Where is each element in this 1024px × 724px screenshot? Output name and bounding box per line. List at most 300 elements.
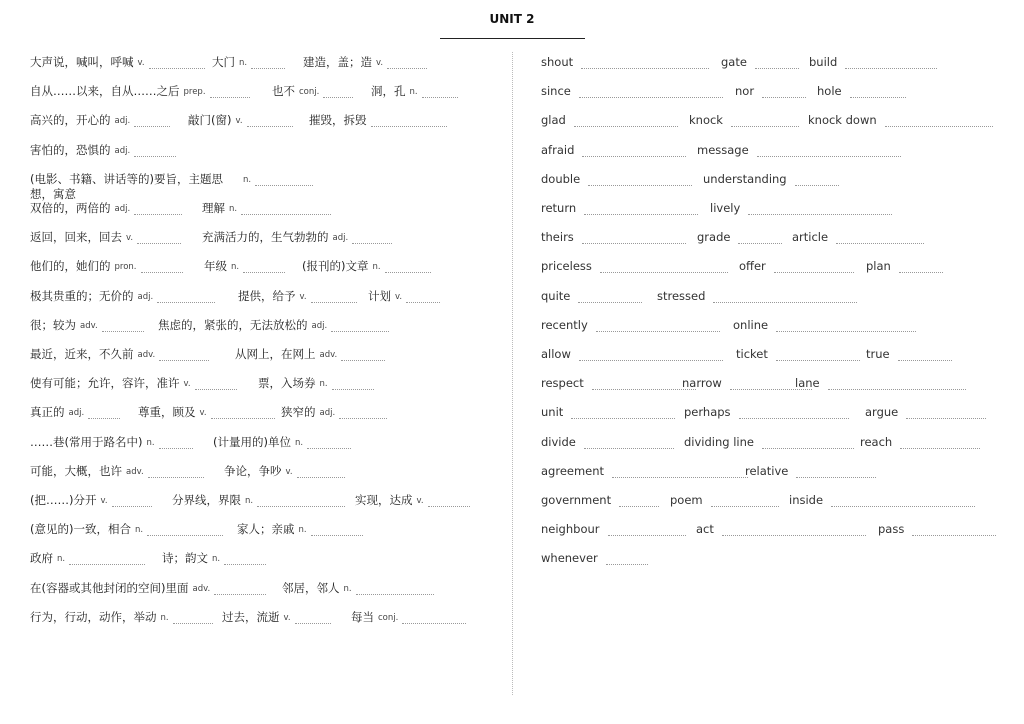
english-word: neighbour (541, 522, 600, 537)
vocab-entry-en (541, 347, 723, 361)
answer-blank[interactable] (776, 321, 916, 332)
answer-blank[interactable] (295, 613, 331, 624)
part-of-speech-label: adj. (114, 204, 131, 214)
vocab-entry-en (703, 172, 839, 186)
english-word: allow (541, 347, 571, 361)
chinese-meaning: 大声说，喊叫，呼喊 (30, 55, 134, 69)
english-word: poem (670, 493, 703, 507)
vocab-entry-en (541, 55, 709, 69)
answer-blank[interactable] (428, 496, 470, 507)
answer-blank[interactable] (297, 467, 345, 478)
vocab-entry-cn (30, 201, 182, 215)
answer-blank[interactable] (900, 438, 980, 449)
answer-blank[interactable] (134, 146, 176, 157)
answer-blank[interactable] (755, 58, 799, 69)
english-word: inside (789, 493, 824, 507)
english-word: nor (735, 84, 755, 99)
english-word: quite (541, 288, 571, 303)
vocab-entry-cn (224, 464, 345, 478)
answer-blank[interactable] (69, 554, 145, 565)
chinese-meaning: 也不 (272, 84, 295, 99)
answer-blank[interactable] (211, 408, 275, 419)
answer-blank[interactable] (247, 116, 293, 127)
chinese-meaning: 敲门(窗) (188, 113, 232, 128)
answer-blank[interactable] (173, 613, 213, 624)
english-word: understanding (703, 171, 787, 186)
vocab-entry-en (684, 435, 854, 449)
answer-blank[interactable] (906, 408, 986, 419)
answer-blank[interactable] (112, 496, 152, 507)
vocab-entry-en (541, 376, 696, 390)
part-of-speech-label: adv. (137, 350, 156, 360)
part-of-speech-label: adj. (68, 408, 85, 419)
chinese-meaning: 返回，回来，回去 (30, 230, 122, 245)
english-word: ticket (736, 347, 768, 361)
answer-blank[interactable] (149, 58, 205, 69)
answer-blank[interactable] (257, 496, 345, 507)
vocab-entry-en (735, 84, 806, 98)
answer-blank[interactable] (147, 525, 223, 536)
answer-blank[interactable] (422, 87, 458, 98)
answer-blank[interactable] (251, 58, 285, 69)
answer-blank[interactable] (579, 87, 723, 98)
chinese-meaning: 双倍的，两倍的 (30, 201, 111, 215)
answer-blank[interactable] (619, 496, 659, 507)
part-of-speech-label: n. (242, 174, 252, 185)
chinese-meaning: 使有可能；允许，容许，准许 (30, 376, 180, 391)
part-of-speech-label: adj. (319, 408, 336, 419)
answer-blank[interactable] (739, 408, 849, 419)
chinese-meaning: 高兴的，开心的 (30, 113, 111, 128)
chinese-meaning: 害怕的，恐惧的 (30, 142, 111, 157)
answer-blank[interactable] (722, 525, 866, 536)
vocab-entry-cn (235, 347, 385, 361)
vocab-entry-cn (138, 405, 275, 419)
english-word: since (541, 84, 571, 99)
answer-blank[interactable] (762, 87, 806, 98)
vocab-entry-en (541, 405, 675, 419)
vocab-entry-cn (238, 289, 357, 303)
chinese-meaning: 实现，达成 (355, 493, 413, 507)
answer-blank[interactable] (596, 321, 720, 332)
column-divider (512, 52, 513, 695)
part-of-speech-label: adj. (114, 145, 131, 156)
english-word: double (541, 171, 581, 186)
part-of-speech-label: n. (134, 525, 144, 536)
chinese-meaning: 他们的，她们的 (30, 259, 111, 274)
vocab-entry-en (541, 493, 659, 507)
answer-blank[interactable] (579, 350, 723, 361)
chinese-meaning: 可能，大概，也许 (30, 463, 122, 478)
vocab-entry-cn (30, 405, 120, 419)
vocab-entry-en (792, 230, 924, 244)
answer-blank[interactable] (912, 525, 996, 536)
english-word: respect (541, 376, 584, 391)
english-word: act (696, 522, 714, 537)
vocab-entry-en (541, 522, 686, 536)
chinese-meaning: 尊重，顾及 (138, 405, 196, 420)
part-of-speech-label: conj. (299, 87, 320, 98)
part-of-speech-label: adj. (114, 116, 131, 127)
vocab-entry-en (689, 113, 799, 127)
part-of-speech-label: n. (57, 554, 66, 565)
vocab-entry-cn (272, 84, 353, 98)
answer-blank[interactable] (738, 233, 782, 244)
english-word: afraid (541, 142, 575, 157)
english-word: stressed (657, 288, 706, 303)
answer-blank[interactable] (311, 292, 357, 303)
answer-blank[interactable] (850, 87, 906, 98)
vocab-entry-cn (222, 610, 331, 624)
chinese-meaning: 理解 (202, 201, 225, 215)
chinese-meaning: ……巷(常用于路名中) (30, 434, 143, 449)
part-of-speech-label: v. (285, 466, 293, 477)
chinese-meaning: 邻居，邻人 (282, 580, 340, 595)
answer-blank[interactable] (731, 116, 799, 127)
vocab-entry-en (541, 113, 678, 127)
answer-blank[interactable] (571, 408, 675, 419)
chinese-meaning: 洞，孔 (371, 84, 406, 99)
vocab-entry-en (860, 435, 980, 449)
english-word: unit (541, 405, 564, 420)
part-of-speech-label: v. (395, 291, 403, 302)
vocab-entry-cn (213, 435, 351, 449)
vocab-entry-cn (202, 201, 331, 215)
answer-blank[interactable] (582, 146, 686, 157)
chinese-meaning: 最近，近来，不久前 (30, 347, 134, 361)
english-word: recently (541, 317, 588, 332)
english-word: lane (795, 376, 820, 391)
part-of-speech-label: adv. (192, 583, 211, 594)
answer-blank[interactable] (885, 116, 993, 127)
vocab-entry-cn (30, 581, 266, 595)
vocab-entry-cn (30, 551, 145, 565)
vocab-entry-cn (371, 84, 458, 98)
english-word: glad (541, 113, 566, 128)
vocab-entry-cn (158, 318, 389, 332)
english-word: grade (697, 230, 731, 245)
answer-blank[interactable] (102, 321, 144, 332)
part-of-speech-label: adv. (126, 466, 144, 477)
vocab-entry-cn (30, 259, 183, 273)
part-of-speech-label: v. (199, 408, 207, 419)
answer-blank[interactable] (224, 554, 266, 565)
answer-blank[interactable] (578, 292, 642, 303)
answer-blank[interactable] (776, 350, 860, 361)
vocab-entry-cn (309, 113, 447, 127)
part-of-speech-label: adj. (137, 291, 154, 302)
vocab-entry-cn (302, 259, 431, 273)
chinese-meaning: 政府 (30, 551, 53, 566)
vocab-entry-en (721, 55, 799, 69)
answer-blank[interactable] (606, 554, 648, 565)
vocab-entry-en (865, 405, 986, 419)
answer-blank[interactable] (584, 204, 698, 215)
english-word: theirs (541, 230, 574, 245)
vocab-entry-cn (30, 493, 152, 507)
part-of-speech-label: v. (416, 496, 424, 506)
title-underline (440, 38, 585, 39)
vocab-entry-cn (30, 376, 237, 390)
answer-blank[interactable] (612, 467, 748, 478)
chinese-meaning: (报刊的)文章 (302, 259, 369, 274)
english-word: message (697, 142, 749, 157)
chinese-meaning: 每当 (351, 609, 374, 624)
english-word: gate (721, 55, 747, 69)
chinese-meaning-continued: 想，寓意 (30, 186, 76, 201)
answer-blank[interactable] (387, 58, 427, 69)
vocab-entry-cn (204, 259, 285, 273)
english-word: lively (710, 201, 741, 215)
vocab-entry-cn (237, 522, 363, 536)
answer-blank[interactable] (311, 525, 363, 536)
chinese-meaning: 行为，行动，动作，举动 (30, 609, 157, 624)
chinese-meaning: 分界线，界限 (172, 493, 241, 507)
answer-blank[interactable] (88, 408, 120, 419)
answer-blank[interactable] (828, 379, 966, 390)
answer-blank[interactable] (159, 438, 193, 449)
chinese-meaning: (把……)分开 (30, 493, 97, 507)
english-word: argue (865, 405, 899, 420)
vocab-entry-en (541, 259, 728, 273)
part-of-speech-label: v. (376, 58, 384, 68)
part-of-speech-label: v. (299, 291, 307, 302)
vocab-entry-en (795, 376, 966, 390)
vocab-entry-cn (172, 493, 345, 507)
vocab-entry-cn (30, 172, 313, 186)
answer-blank[interactable] (836, 233, 924, 244)
chinese-meaning: 家人；亲戚 (237, 522, 295, 537)
vocab-entry-cn (188, 113, 293, 127)
vocab-entry-en (697, 230, 782, 244)
english-word: online (733, 317, 769, 332)
answer-blank[interactable] (339, 408, 387, 419)
answer-blank[interactable] (356, 584, 434, 595)
answer-blank[interactable] (574, 116, 678, 127)
chinese-meaning: 很；较为 (30, 317, 76, 332)
answer-blank[interactable] (592, 379, 696, 390)
vocab-entry-en (817, 84, 906, 98)
vocab-entry-cn (30, 289, 215, 303)
vocab-entry-en (789, 493, 975, 507)
english-word: return (541, 201, 577, 215)
english-word: dividing line (684, 434, 754, 449)
answer-blank[interactable] (159, 350, 209, 361)
vocab-entry-en (541, 318, 720, 332)
chinese-meaning: 诗；韵文 (162, 551, 208, 566)
vocab-entry-en (541, 230, 686, 244)
vocab-entry-cn (351, 610, 466, 624)
chinese-meaning: (意见的)一致，相合 (30, 522, 131, 537)
answer-blank[interactable] (157, 292, 215, 303)
vocab-entry-cn (30, 464, 204, 478)
vocab-entry-en (733, 318, 916, 332)
answer-blank[interactable] (141, 262, 183, 273)
vocab-entry-en (809, 55, 937, 69)
answer-blank[interactable] (255, 175, 313, 186)
answer-blank[interactable] (757, 146, 901, 157)
answer-blank[interactable] (608, 525, 686, 536)
english-word: narrow (682, 376, 722, 391)
answer-blank[interactable] (341, 350, 385, 361)
answer-blank[interactable] (582, 233, 686, 244)
vocab-entry-en (541, 201, 698, 215)
part-of-speech-label: v. (183, 379, 191, 390)
page-title: UNIT 2 (489, 12, 535, 26)
vocab-entry-cn (162, 551, 266, 565)
answer-blank[interactable] (210, 87, 250, 98)
answer-blank[interactable] (332, 379, 374, 390)
answer-blank[interactable] (588, 175, 692, 186)
vocab-entry-cn (202, 230, 392, 244)
answer-blank[interactable] (748, 204, 892, 215)
vocab-entry-en (808, 113, 993, 127)
vocab-entry-en (745, 464, 876, 478)
vocab-entry-cn (282, 581, 434, 595)
answer-blank[interactable] (323, 87, 353, 98)
english-word: pass (878, 522, 905, 537)
answer-blank[interactable] (762, 438, 854, 449)
answer-blank[interactable] (134, 116, 170, 127)
answer-blank[interactable] (243, 262, 285, 273)
part-of-speech-label: n. (160, 612, 169, 623)
answer-blank[interactable] (406, 292, 440, 303)
english-word: shout (541, 55, 574, 69)
answer-blank[interactable] (581, 58, 709, 69)
part-of-speech-label: v. (126, 233, 134, 244)
answer-blank[interactable] (898, 350, 952, 361)
vocab-entry-en (697, 143, 901, 157)
english-word: perhaps (684, 405, 731, 420)
part-of-speech-label: adj. (332, 233, 349, 244)
english-word: plan (866, 259, 891, 274)
part-of-speech-label: n. (372, 262, 381, 273)
chinese-meaning: 年级 (204, 259, 227, 274)
chinese-meaning: 建造，盖；造 (303, 55, 372, 69)
vocab-entry-cn (30, 522, 223, 536)
vocab-entry-cn (30, 610, 213, 624)
answer-blank[interactable] (214, 584, 266, 595)
answer-blank[interactable] (402, 613, 466, 624)
answer-blank[interactable] (711, 496, 779, 507)
vocab-entry-cn (30, 143, 176, 157)
chinese-meaning: 真正的 (30, 405, 65, 420)
chinese-meaning: 过去，流逝 (222, 609, 280, 624)
part-of-speech-label: n. (319, 379, 328, 390)
answer-blank[interactable] (774, 262, 854, 273)
vocab-entry-en (541, 435, 674, 449)
english-word: government (541, 493, 612, 507)
answer-blank[interactable] (331, 321, 389, 332)
part-of-speech-label: n. (298, 525, 307, 536)
vocab-entry-en (710, 201, 892, 215)
vocab-entry-cn (30, 84, 250, 98)
part-of-speech-label: n. (294, 437, 304, 448)
vocab-entry-cn (30, 347, 209, 361)
answer-blank[interactable] (584, 438, 674, 449)
part-of-speech-label: prep. (183, 87, 206, 98)
answer-blank[interactable] (385, 262, 431, 273)
answer-blank[interactable] (148, 467, 204, 478)
answer-blank[interactable] (831, 496, 975, 507)
part-of-speech-label: n. (245, 496, 254, 506)
answer-blank[interactable] (195, 379, 237, 390)
chinese-meaning: 焦虑的，紧张的，无法放松的 (158, 317, 308, 332)
vocab-entry-en (670, 493, 779, 507)
answer-blank[interactable] (713, 292, 857, 303)
english-word: offer (739, 259, 766, 274)
vocab-entry-en (736, 347, 860, 361)
part-of-speech-label: adv. (319, 350, 338, 360)
part-of-speech-label: n. (409, 87, 418, 98)
chinese-meaning: 计划 (368, 288, 391, 303)
vocab-entry-cn (258, 376, 374, 390)
part-of-speech-label: v. (100, 496, 108, 506)
vocab-entry-cn (355, 493, 470, 507)
chinese-meaning: (电影、书籍、讲话等的)要旨，主题思 (30, 171, 223, 186)
part-of-speech-label: adj. (311, 320, 328, 331)
chinese-meaning: 在(容器或其他封闭的空间)里面 (30, 580, 189, 595)
english-word: knock down (808, 113, 877, 128)
chinese-meaning: 票，入场券 (258, 376, 316, 391)
english-word: knock (689, 113, 723, 128)
english-word: whenever (541, 551, 598, 566)
vocab-entry-en (878, 522, 996, 536)
answer-blank[interactable] (600, 262, 728, 273)
vocab-entry-cn (368, 289, 440, 303)
vocab-entry-en (541, 464, 748, 478)
vocab-entry-cn (212, 55, 285, 69)
vocab-entry-cn (30, 113, 170, 127)
vocab-entry-en (541, 172, 692, 186)
vocab-entry-en (866, 259, 943, 273)
part-of-speech-label: v. (283, 612, 291, 623)
answer-blank[interactable] (795, 175, 839, 186)
chinese-meaning: 自从……以来，自从……之后 (30, 84, 180, 99)
part-of-speech-label: n. (229, 204, 238, 214)
answer-blank[interactable] (796, 467, 876, 478)
chinese-meaning: 争论，争吵 (224, 463, 282, 478)
answer-blank[interactable] (137, 233, 181, 244)
vocab-entry-en (541, 84, 723, 98)
english-word: hole (817, 84, 842, 99)
vocab-entry-cn (30, 230, 181, 244)
vocab-entry-cn (281, 405, 387, 419)
chinese-meaning: (计量用的)单位 (213, 434, 291, 449)
english-word: build (809, 55, 838, 69)
vocab-entry-cn (30, 318, 144, 332)
answer-blank[interactable] (352, 233, 392, 244)
answer-blank[interactable] (899, 262, 943, 273)
part-of-speech-label: n. (146, 437, 155, 448)
english-word: priceless (541, 259, 592, 274)
vocab-entry-cn (30, 55, 205, 69)
vocab-entry-en (657, 289, 857, 303)
english-word: agreement (541, 463, 605, 478)
vocab-entry-cn (303, 55, 427, 69)
answer-blank[interactable] (241, 204, 331, 215)
part-of-speech-label: n. (239, 58, 248, 68)
english-word: reach (860, 434, 893, 449)
answer-blank[interactable] (134, 204, 182, 215)
part-of-speech-label: pron. (114, 262, 137, 273)
answer-blank[interactable] (845, 58, 937, 69)
part-of-speech-label: conj. (378, 612, 399, 623)
vocab-entry-en (696, 522, 866, 536)
answer-blank[interactable] (307, 438, 351, 449)
answer-blank[interactable] (371, 116, 447, 127)
part-of-speech-label: v. (137, 58, 145, 68)
